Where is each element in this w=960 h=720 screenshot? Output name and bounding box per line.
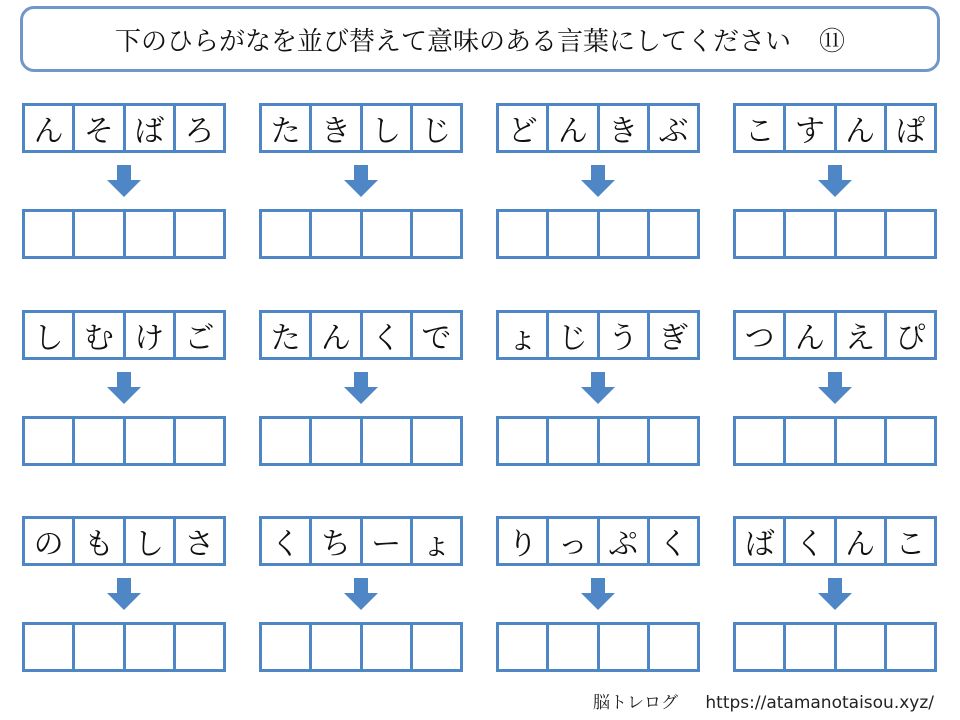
answer-cell[interactable] — [259, 622, 312, 672]
letter-cell: ど — [496, 103, 549, 153]
answer-cell[interactable] — [733, 209, 786, 259]
letter-cell: し — [360, 103, 413, 153]
letter-cell: ー — [360, 516, 413, 566]
answer-row — [496, 209, 700, 259]
answer-cell[interactable] — [496, 209, 549, 259]
letter-cell: ょ — [410, 516, 463, 566]
scrambled-letters-row — [22, 310, 226, 360]
letter-cell: ぷ — [597, 516, 650, 566]
scrambled-letters-row — [733, 103, 937, 153]
letter-cell: き — [597, 103, 650, 153]
answer-cell[interactable] — [546, 416, 599, 466]
letter-cell: ぎ — [647, 310, 700, 360]
answer-cell[interactable] — [884, 209, 937, 259]
letter-cell: ば — [733, 516, 786, 566]
letter-cell: た — [259, 103, 312, 153]
scrambled-letters-row — [733, 310, 937, 360]
down-arrow-icon — [22, 360, 226, 416]
answer-cell[interactable] — [546, 622, 599, 672]
answer-cell[interactable] — [834, 622, 887, 672]
puzzle-12 — [733, 516, 937, 672]
answer-cell[interactable] — [410, 416, 463, 466]
answer-cell[interactable] — [496, 622, 549, 672]
answer-row — [496, 416, 700, 466]
answer-cell[interactable] — [410, 209, 463, 259]
answer-cell[interactable] — [647, 416, 700, 466]
puzzle-11 — [496, 516, 700, 672]
letter-cell: さ — [173, 516, 226, 566]
letter-cell: つ — [733, 310, 786, 360]
letter-cell: じ — [546, 310, 599, 360]
answer-cell[interactable] — [597, 209, 650, 259]
scrambled-letters-row — [496, 310, 700, 360]
answer-row — [496, 622, 700, 672]
instruction-title: 下のひらがなを並び替えて意味のある言葉にしてください — [114, 26, 791, 57]
letter-cell: す — [783, 103, 836, 153]
letter-cell: た — [259, 310, 312, 360]
letter-cell: で — [410, 310, 463, 360]
down-arrow-icon — [259, 360, 463, 416]
answer-cell[interactable] — [884, 622, 937, 672]
answer-cell[interactable] — [647, 622, 700, 672]
answer-row — [259, 622, 463, 672]
answer-row — [259, 416, 463, 466]
answer-cell[interactable] — [72, 622, 125, 672]
letter-cell: じ — [410, 103, 463, 153]
answer-cell[interactable] — [309, 209, 362, 259]
answer-cell[interactable] — [733, 416, 786, 466]
down-arrow-icon — [733, 566, 937, 622]
answer-cell[interactable] — [884, 416, 937, 466]
puzzle-5 — [22, 310, 226, 466]
scrambled-letters-row — [22, 103, 226, 153]
letter-cell: く — [783, 516, 836, 566]
letter-cell: け — [123, 310, 176, 360]
answer-cell[interactable] — [22, 416, 75, 466]
letter-cell: く — [647, 516, 700, 566]
answer-cell[interactable] — [123, 209, 176, 259]
answer-cell[interactable] — [647, 209, 700, 259]
answer-cell[interactable] — [597, 416, 650, 466]
letter-cell: う — [597, 310, 650, 360]
down-arrow-icon — [22, 566, 226, 622]
answer-cell[interactable] — [173, 622, 226, 672]
scrambled-letters-row — [22, 516, 226, 566]
answer-cell[interactable] — [834, 416, 887, 466]
letter-cell: し — [123, 516, 176, 566]
letter-cell: ん — [834, 103, 887, 153]
answer-cell[interactable] — [834, 209, 887, 259]
answer-cell[interactable] — [22, 209, 75, 259]
answer-cell[interactable] — [72, 416, 125, 466]
down-arrow-icon — [496, 566, 700, 622]
scrambled-letters-row — [496, 516, 700, 566]
down-arrow-icon — [496, 360, 700, 416]
letter-cell: く — [360, 310, 413, 360]
letter-cell: ん — [834, 516, 887, 566]
scrambled-letters-row — [259, 310, 463, 360]
letter-cell: ご — [173, 310, 226, 360]
answer-cell[interactable] — [496, 416, 549, 466]
answer-cell[interactable] — [259, 416, 312, 466]
scrambled-letters-row — [259, 103, 463, 153]
letter-cell: ろ — [173, 103, 226, 153]
letter-cell: ん — [309, 310, 362, 360]
answer-row — [22, 209, 226, 259]
down-arrow-icon — [259, 153, 463, 209]
answer-cell[interactable] — [309, 622, 362, 672]
answer-row — [733, 416, 937, 466]
puzzle-3 — [496, 103, 700, 259]
scrambled-letters-row — [733, 516, 937, 566]
answer-row — [733, 209, 937, 259]
answer-cell[interactable] — [546, 209, 599, 259]
footer-url: https://atamanotaisou.xyz/ — [705, 693, 934, 713]
letter-cell: え — [834, 310, 887, 360]
letter-cell: む — [72, 310, 125, 360]
answer-row — [733, 622, 937, 672]
answer-cell[interactable] — [22, 622, 75, 672]
puzzle-8 — [733, 310, 937, 466]
letter-cell: ち — [309, 516, 362, 566]
letter-cell: ぱ — [884, 103, 937, 153]
puzzle-2 — [259, 103, 463, 259]
answer-cell[interactable] — [173, 209, 226, 259]
letter-cell: も — [72, 516, 125, 566]
answer-cell[interactable] — [733, 622, 786, 672]
scrambled-letters-row — [496, 103, 700, 153]
answer-cell[interactable] — [783, 622, 836, 672]
letter-cell: く — [259, 516, 312, 566]
answer-row — [22, 416, 226, 466]
letter-cell: り — [496, 516, 549, 566]
answer-cell[interactable] — [123, 416, 176, 466]
answer-cell[interactable] — [360, 209, 413, 259]
answer-cell[interactable] — [783, 416, 836, 466]
answer-cell[interactable] — [123, 622, 176, 672]
letter-cell: ぴ — [884, 310, 937, 360]
letter-cell: こ — [733, 103, 786, 153]
down-arrow-icon — [733, 153, 937, 209]
worksheet-number: ⑪ — [819, 26, 846, 57]
down-arrow-icon — [733, 360, 937, 416]
answer-cell[interactable] — [360, 622, 413, 672]
footer-site-name: 脳トレログ — [592, 693, 678, 713]
letter-cell: ぶ — [647, 103, 700, 153]
letter-cell: ょ — [496, 310, 549, 360]
answer-row — [259, 209, 463, 259]
letter-cell: ん — [22, 103, 75, 153]
letter-cell: ん — [783, 310, 836, 360]
answer-cell[interactable] — [309, 416, 362, 466]
answer-row — [22, 622, 226, 672]
letter-cell: ば — [123, 103, 176, 153]
footer — [593, 688, 934, 713]
puzzle-1 — [22, 103, 226, 259]
answer-cell[interactable] — [360, 416, 413, 466]
letter-cell: そ — [72, 103, 125, 153]
letter-cell: の — [22, 516, 75, 566]
puzzle-7 — [496, 310, 700, 466]
down-arrow-icon — [496, 153, 700, 209]
letter-cell: し — [22, 310, 75, 360]
puzzle-4 — [733, 103, 937, 259]
answer-cell[interactable] — [597, 622, 650, 672]
puzzle-9 — [22, 516, 226, 672]
letter-cell: こ — [884, 516, 937, 566]
answer-cell[interactable] — [783, 209, 836, 259]
letter-cell: ん — [546, 103, 599, 153]
puzzle-6 — [259, 310, 463, 466]
puzzle-10 — [259, 516, 463, 672]
scrambled-letters-row — [259, 516, 463, 566]
answer-cell[interactable] — [259, 209, 312, 259]
down-arrow-icon — [22, 153, 226, 209]
answer-cell[interactable] — [72, 209, 125, 259]
down-arrow-icon — [259, 566, 463, 622]
answer-cell[interactable] — [173, 416, 226, 466]
letter-cell: き — [309, 103, 362, 153]
instruction-title-box — [20, 6, 940, 72]
answer-cell[interactable] — [410, 622, 463, 672]
letter-cell: っ — [546, 516, 599, 566]
